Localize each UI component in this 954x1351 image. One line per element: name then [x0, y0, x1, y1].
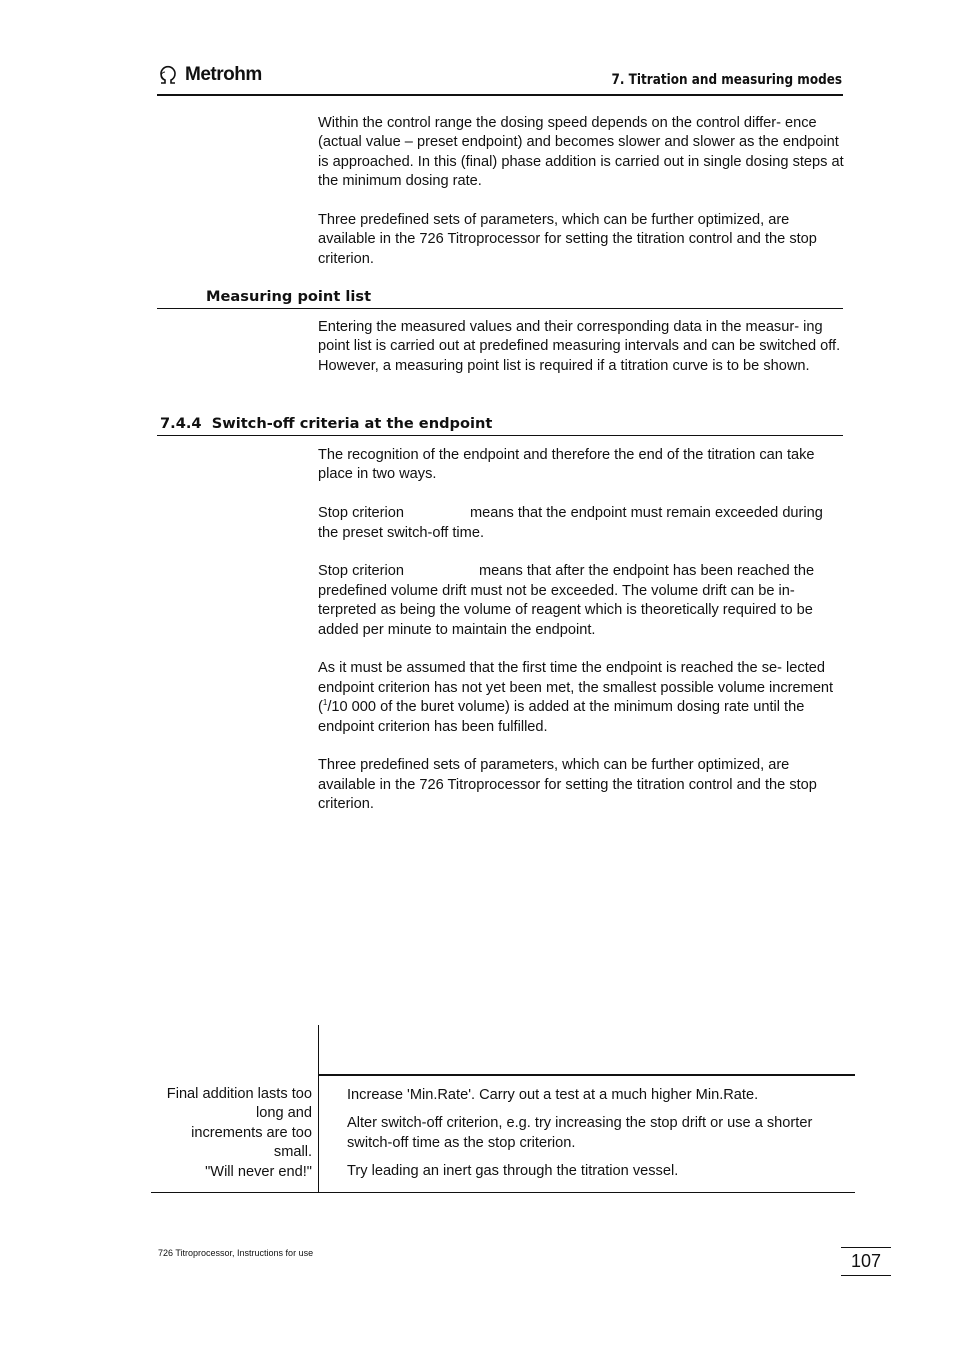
- measuring-point-text: [318, 318, 846, 396]
- metrohm-omega-icon: [157, 65, 179, 85]
- paragraph: Within the control range the dosing speed depends on the control differ- ence (actual value – preset endpoint) and becomes slower and slower as the endpoint is approached. In this (final) phase addition is carried out in single dosing steps at the minimum dosing rate.: [318, 115, 844, 190]
- header-rule: [157, 94, 843, 96]
- switch-off-text: [318, 446, 846, 834]
- remedy-item: Increase 'Min.Rate'. Carry out a test at a much higher Min.Rate.: [347, 1087, 759, 1103]
- chapter-title: 7. Titration and measuring modes: [611, 72, 842, 88]
- problem-line: "Will never end!": [205, 1163, 312, 1180]
- logo-text: Metrohm: [185, 64, 262, 85]
- table-remedy-cell: [347, 1086, 847, 1191]
- section-rule: [157, 308, 843, 309]
- paragraph: Entering the measured values and their corresponding data in the measur- ing point list is carried out at predefined measuring intervals and can be switched off. However, a measuring point list is required if a titration curve is to be shown.: [318, 319, 841, 374]
- page-number-rule: [841, 1247, 891, 1248]
- table-problem-cell: [152, 1085, 312, 1182]
- paragraph: Three predefined sets of parameters, which can be further optimized, are available in the 726 Titroprocessor for setting the titration control and the stop criterion.: [318, 757, 817, 813]
- problem-line: long and: [256, 1105, 312, 1122]
- page-number: 107: [850, 1251, 882, 1271]
- table-divider: [318, 1025, 319, 1193]
- intro-text: [318, 114, 846, 289]
- section-rule: [157, 435, 843, 436]
- paragraph-rest: means that after the endpoint has been reached the predefined volume drift must not be exceeded. The volume drift can be in- terpreted as being the volume of reagent which is theoretically required to be added per minute to maintain the endpoint.: [318, 563, 815, 638]
- remedy-item: Alter switch-off criterion, e.g. try increasing the stop drift or use a shorter switch-off time as the stop criterion.: [347, 1115, 813, 1151]
- paragraph-part: As it must be assumed that the first time the endpoint is reached the se- lected endpoint criterion has not yet been met, the smallest possible volume increment (: [318, 660, 834, 716]
- problem-line: small.: [273, 1144, 312, 1161]
- footer-text: 726 Titroprocessor, Instructions for use: [158, 1248, 314, 1258]
- paragraph: [318, 504, 846, 543]
- paragraph-part: /10 000 of the buret volume) is added at the minimum dosing rate until the endpoint criterion has been fulfilled.: [318, 699, 805, 735]
- remedy-item: Try leading an inert gas through the titration vessel.: [347, 1163, 679, 1180]
- table-header-rule: [318, 1074, 855, 1076]
- section-heading-switch-off-criteria: 7.4.4 Switch-off criteria at the endpoint: [160, 415, 493, 432]
- paragraph: Three predefined sets of parameters, which can be further optimized, are available in the 726 Titroprocessor for setting the titration control and the stop criterion.: [318, 212, 817, 267]
- brand-logo: [157, 64, 262, 86]
- section-heading-measuring-point-list: Measuring point list: [206, 288, 372, 305]
- stop-criterion-label: Stop criterion: [318, 505, 404, 522]
- paragraph-rest: means that the endpoint must remain exceeded during the preset switch-off time.: [318, 505, 823, 541]
- paragraph: [318, 659, 846, 737]
- page-number-rule-bottom: [841, 1275, 891, 1276]
- superscript: 1: [322, 698, 328, 708]
- paragraph: The recognition of the endpoint and therefore the end of the titration can take place in two ways.: [318, 447, 815, 483]
- table-bottom-rule: [151, 1192, 855, 1193]
- problem-line: increments are too: [191, 1124, 312, 1141]
- stop-criterion-label: Stop criterion: [318, 563, 404, 580]
- paragraph: [318, 562, 846, 640]
- problem-line: Final addition lasts too: [166, 1086, 312, 1102]
